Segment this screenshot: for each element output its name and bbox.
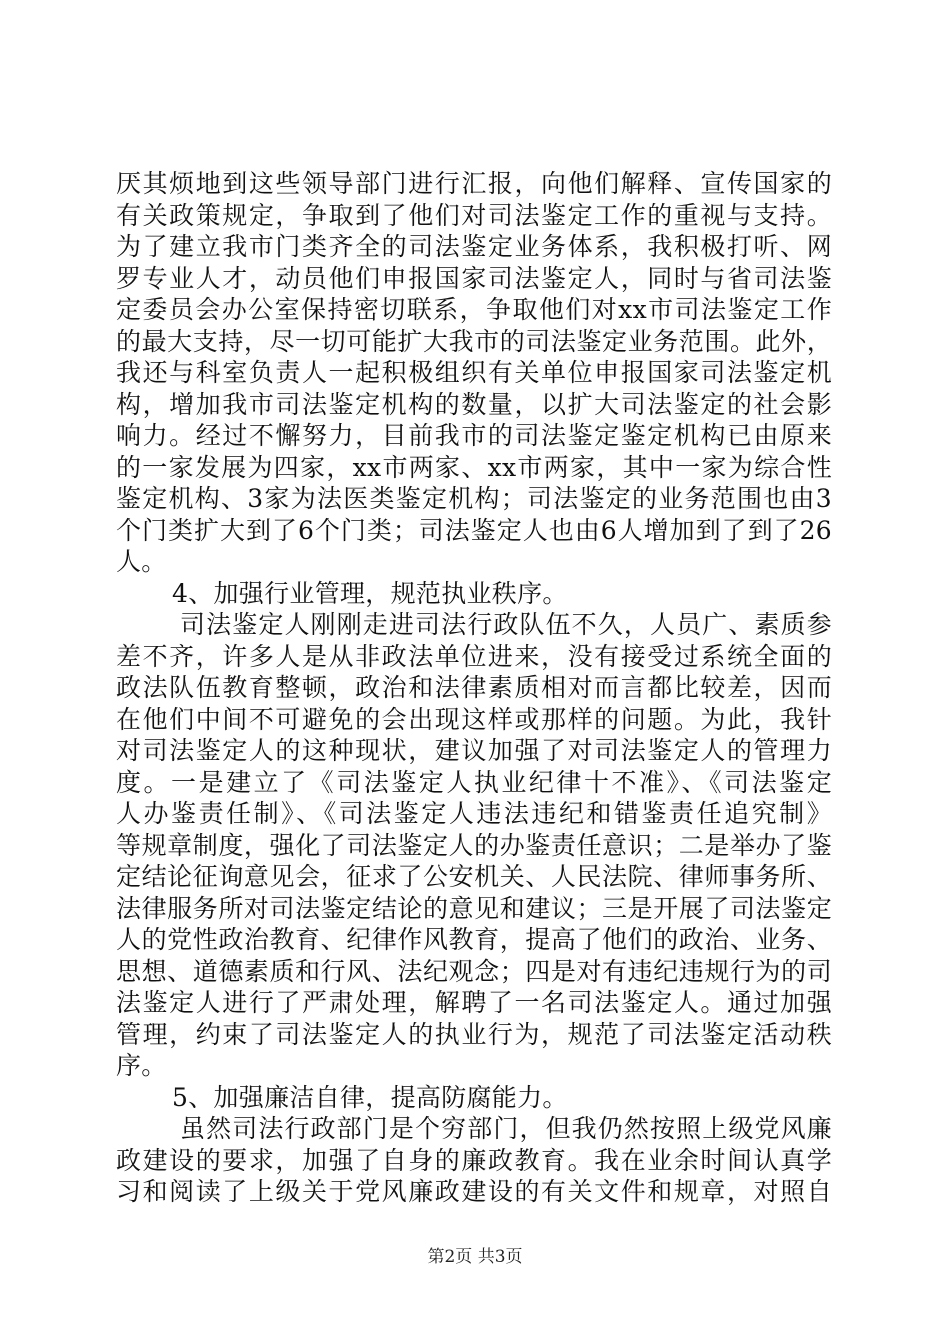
paragraph-line: 有关政策规定，争取到了他们对司法鉴定工作的重视与支持。 — [116, 200, 832, 230]
paragraph-line: 等规章制度，强化了司法鉴定人的办鉴责任意识；二是举办了鉴 — [116, 830, 832, 860]
paragraph-line: 差不齐，许多人是从非政法单位进来，没有接受过系统全面的 — [116, 641, 832, 671]
paragraph-line: 思想、道德素质和行风、法纪观念；四是对有违纪违规行为的司 — [116, 956, 832, 986]
paragraph-line: 度。一是建立了《司法鉴定人执业纪律十不准》、《司法鉴定 — [116, 767, 832, 797]
paragraph-line: 习和阅读了上级关于党风廉政建设的有关文件和规章，对照自 — [116, 1177, 832, 1206]
paragraph-line: 罗专业人才，动员他们申报国家司法鉴定人，同时与省司法鉴 — [116, 263, 832, 293]
document-body — [116, 168, 832, 1208]
paragraph-line: 法律服务所对司法鉴定结论的意见和建议；三是开展了司法鉴定 — [116, 893, 832, 923]
paragraph-line: 在他们中间不可避免的会出现这样或那样的问题。为此，我针 — [116, 704, 832, 734]
paragraph-line: 鉴定机构、3家为法医类鉴定机构；司法鉴定的业务范围也由3 — [116, 484, 832, 513]
paragraph-line: 个门类扩大到了6个门类；司法鉴定人也由6人增加到了到了26 — [116, 515, 832, 545]
paragraph-line: 定委员会办公室保持密切联系，争取他们对xx市司法鉴定工作 — [116, 295, 832, 324]
paragraph-line: 政法队伍教育整顿，政治和法律素质相对而言都比较差，因而 — [116, 673, 832, 702]
paragraph-line: 厌其烦地到这些领导部门进行汇报，向他们解释、宣传国家的 — [116, 169, 832, 198]
paragraph-line: 虽然司法行政部门是个穷部门，但我仍然按照上级党风廉 — [180, 1114, 832, 1143]
section-heading: 5、加强廉洁自律，提高防腐能力。 — [172, 1082, 568, 1112]
paragraph-line: 管理，约束了司法鉴定人的执业行为，规范了司法鉴定活动秩 — [116, 1019, 832, 1049]
page-footer: 第2页 共3页 — [427, 1247, 523, 1267]
paragraph-line: 响力。经过不懈努力，目前我市的司法鉴定鉴定机构已由原来 — [116, 421, 832, 450]
paragraph-line: 构，增加我市司法鉴定机构的数量，以扩大司法鉴定的社会影 — [116, 389, 832, 419]
paragraph-line: 法鉴定人进行了严肃处理，解聘了一名司法鉴定人。通过加强 — [116, 988, 832, 1017]
paragraph-line: 序。 — [116, 1051, 167, 1080]
paragraph-line: 人的党性政治教育、纪律作风教育，提高了他们的政治、业务、 — [116, 925, 832, 954]
paragraph-line: 的一家发展为四家，xx市两家、xx市两家，其中一家为综合性 — [116, 452, 832, 482]
paragraph-line: 对司法鉴定人的这种现状，建议加强了对司法鉴定人的管理力 — [116, 736, 832, 765]
section-heading: 4、加强行业管理，规范执业秩序。 — [172, 578, 568, 608]
paragraph-line: 为了建立我市门类齐全的司法鉴定业务体系，我积极打听、网 — [116, 232, 832, 261]
paragraph-line: 人办鉴责任制》、《司法鉴定人违法违纪和错鉴责任追究制》 — [116, 799, 832, 828]
paragraph-line: 我还与科室负责人一起积极组织有关单位申报国家司法鉴定机 — [116, 358, 832, 387]
paragraph-line: 定结论征询意见会，征求了公安机关、人民法院、律师事务所、 — [116, 862, 832, 891]
paragraph-line: 司法鉴定人刚刚走进司法行政队伍不久，人员广、素质参 — [180, 610, 832, 639]
paragraph-line: 的最大支持，尽一切可能扩大我市的司法鉴定业务范围。此外， — [116, 326, 832, 356]
paragraph-line: 政建设的要求，加强了自身的廉政教育。我在业余时间认真学 — [116, 1145, 832, 1175]
paragraph-line: 人。 — [116, 547, 167, 576]
